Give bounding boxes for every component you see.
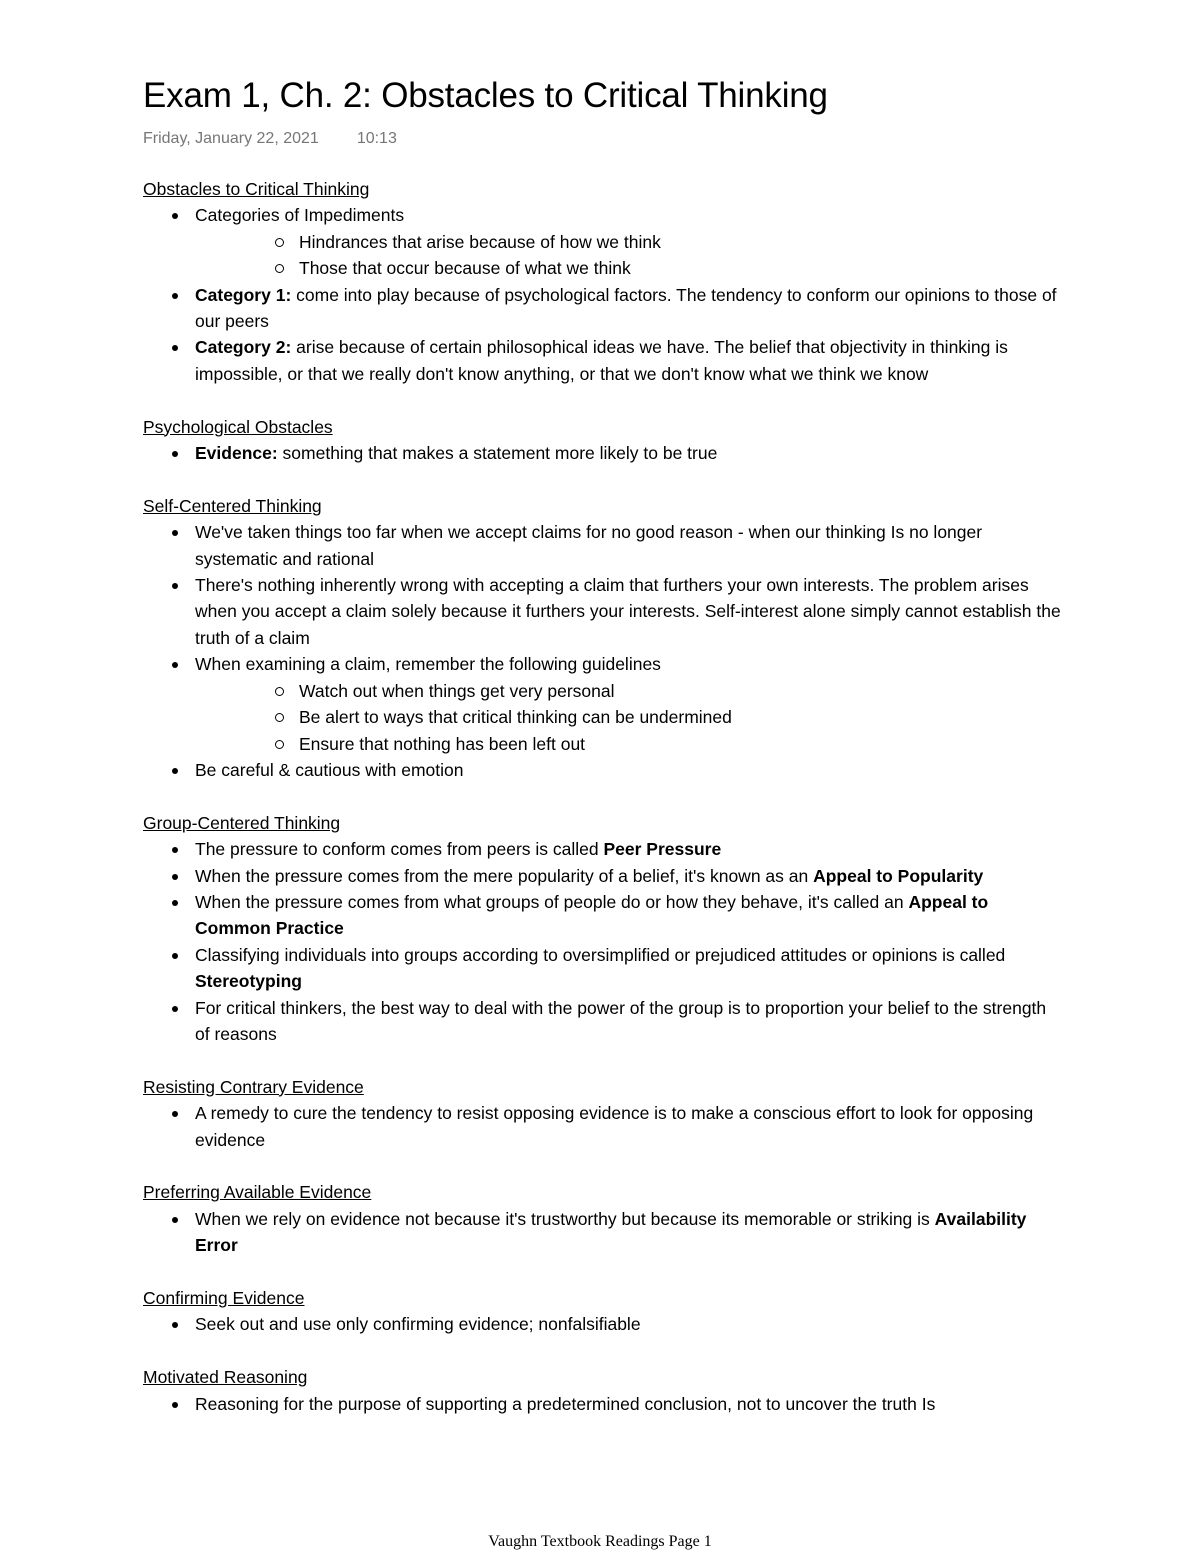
section-heading: Group-Centered Thinking bbox=[143, 812, 341, 833]
bullet-list bbox=[143, 1100, 1063, 1153]
list-item bbox=[143, 863, 1063, 889]
section-self-centered bbox=[143, 493, 1063, 783]
page-date: Friday, January 22, 2021 bbox=[143, 130, 319, 147]
section-confirming bbox=[143, 1285, 1063, 1338]
list-item-text: arise because of certain philosophical ideas we have. The belief that objectivity in thinking is impossible, or that we really don't know anything, or that we don't know what we think we know bbox=[195, 337, 1008, 384]
list-item: Reasoning for the purpose of supporting a predetermined conclusion, not to uncover the truth Is bbox=[143, 1391, 1063, 1417]
page-meta bbox=[143, 128, 397, 150]
term-label: Category 1: bbox=[195, 284, 292, 305]
list-item-text: When examining a claim, remember the following guidelines bbox=[195, 654, 661, 675]
sub-list bbox=[195, 678, 1063, 757]
list-item: For critical thinkers, the best way to deal with the power of the group is to proportion your belief to the strength of reasons bbox=[143, 995, 1063, 1048]
list-item-text: Classifying individuals into groups according to oversimplified or prejudiced attitudes or opinions is called bbox=[195, 944, 1006, 965]
term-label: Appeal to Common Practice bbox=[195, 891, 989, 939]
section-group-centered bbox=[143, 810, 1063, 1048]
section-heading: Self-Centered Thinking bbox=[143, 495, 322, 516]
list-item-text: come into play because of psychological factors. The tendency to conform our opinions to those of our peers bbox=[195, 284, 1057, 332]
section-motivated bbox=[143, 1364, 1063, 1417]
list-item-text: When the pressure comes from the mere popularity of a belief, it's known as an bbox=[195, 865, 814, 886]
list-item: We've taken things too far when we accept claims for no good reason - when our thinking Is no longer systematic and rational bbox=[143, 519, 1063, 572]
list-item bbox=[143, 889, 1063, 942]
sub-list-item: Be alert to ways that critical thinking can be undermined bbox=[195, 704, 1063, 730]
list-item-text: The pressure to conform comes from peers is called bbox=[195, 839, 604, 860]
bullet-list bbox=[143, 1206, 1063, 1259]
list-item: Seek out and use only confirming evidence; nonfalsifiable bbox=[143, 1311, 1063, 1337]
section-heading: Confirming Evidence bbox=[143, 1287, 305, 1308]
section-heading: Resisting Contrary Evidence bbox=[143, 1076, 364, 1097]
section-resisting bbox=[143, 1074, 1063, 1153]
list-item-text: something that makes a statement more likely to be true bbox=[277, 443, 718, 464]
list-item bbox=[143, 1206, 1063, 1259]
notes-content bbox=[143, 176, 1063, 1443]
bullet-list bbox=[143, 1391, 1063, 1417]
list-item: A remedy to cure the tendency to resist opposing evidence is to make a conscious effort to look for opposing evidence bbox=[143, 1100, 1063, 1153]
term-label: Peer Pressure bbox=[603, 839, 722, 860]
sub-list-item: Ensure that nothing has been left out bbox=[195, 731, 1063, 757]
term-label: Appeal to Popularity bbox=[813, 865, 984, 886]
list-item: Be careful & cautious with emotion bbox=[143, 757, 1063, 783]
term-label: Category 2: bbox=[195, 337, 292, 358]
section-psychological bbox=[143, 414, 1063, 467]
term-label: Stereotyping bbox=[195, 971, 302, 992]
list-item bbox=[143, 836, 1063, 862]
section-heading: Preferring Available Evidence bbox=[143, 1182, 372, 1203]
bullet-list bbox=[143, 440, 1063, 466]
section-heading: Obstacles to Critical Thinking bbox=[143, 179, 370, 199]
list-item bbox=[143, 202, 1063, 281]
section-heading: Motivated Reasoning bbox=[143, 1367, 308, 1388]
term-label: Evidence: bbox=[195, 443, 278, 464]
list-item-text: Categories of Impediments bbox=[195, 205, 405, 226]
bullet-list bbox=[143, 519, 1063, 783]
list-item bbox=[143, 942, 1063, 995]
list-item: There's nothing inherently wrong with accepting a claim that furthers your own interests. The problem arises when you accept a claim solely because it furthers your interests. Self-interest alone simply cannot establish the truth of a claim bbox=[143, 572, 1063, 651]
list-item bbox=[143, 440, 1063, 466]
bullet-list bbox=[143, 836, 1063, 1047]
list-item bbox=[143, 651, 1063, 757]
page-footer: Vaughn Textbook Readings Page 1 bbox=[488, 1533, 712, 1550]
page-title: Exam 1, Ch. 2: Obstacles to Critical Thinking bbox=[143, 76, 828, 115]
section-preferring bbox=[143, 1179, 1063, 1258]
sub-list-item: Watch out when things get very personal bbox=[195, 678, 1063, 704]
list-item-text: When we rely on evidence not because it's trustworthy but because its memorable or striking is bbox=[195, 1208, 935, 1229]
section-heading: Psychological Obstacles bbox=[143, 416, 333, 437]
list-item bbox=[143, 282, 1063, 335]
sub-list bbox=[195, 229, 1063, 282]
list-item-text: When the pressure comes from what groups of people do or how they behave, it's called an bbox=[195, 891, 909, 912]
sub-list-item: Hindrances that arise because of how we think bbox=[195, 229, 1063, 255]
bullet-list bbox=[143, 1311, 1063, 1337]
page-time: 10:13 bbox=[356, 130, 397, 147]
list-item bbox=[143, 334, 1063, 387]
section-obstacles bbox=[143, 176, 1063, 387]
term-label: Availability Error bbox=[195, 1208, 1027, 1256]
bullet-list bbox=[143, 202, 1063, 387]
sub-list-item: Those that occur because of what we think bbox=[195, 255, 1063, 281]
